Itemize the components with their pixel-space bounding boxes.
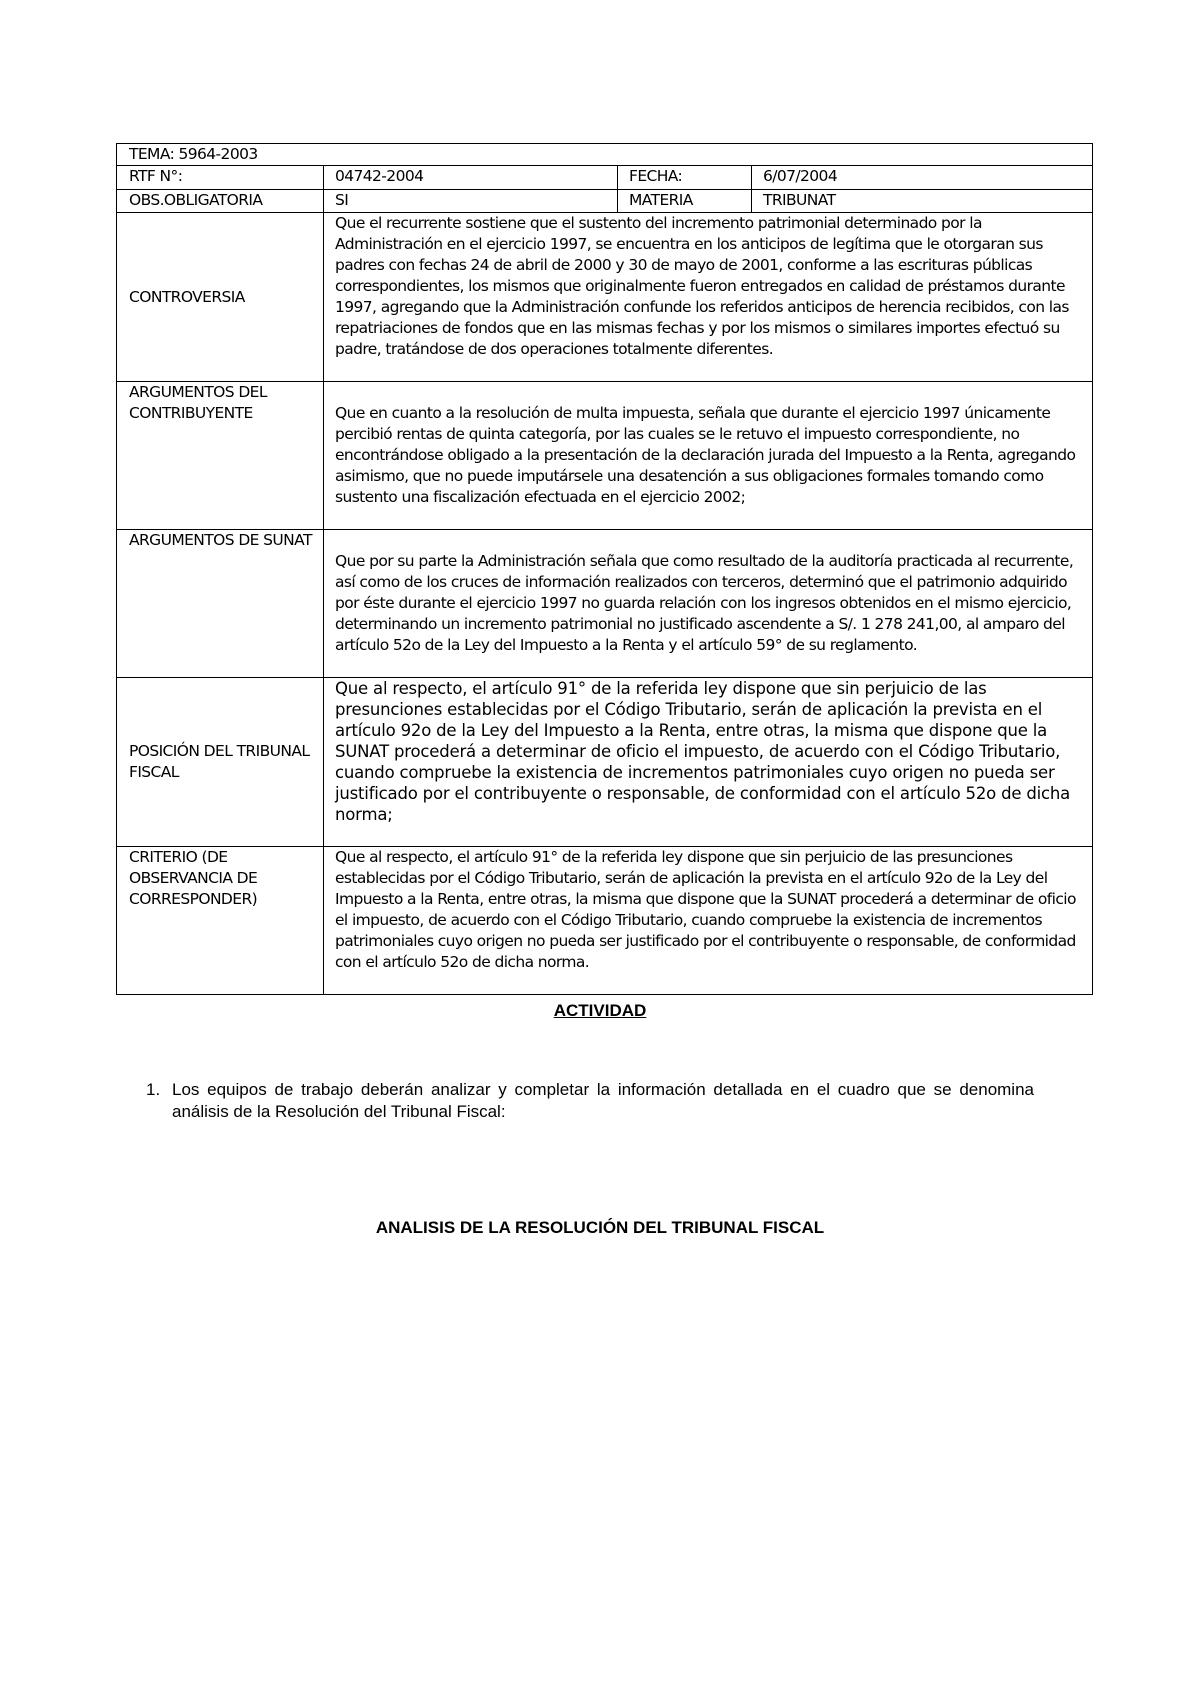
posicion-tribunal-label: POSICIÓN DEL TRIBUNAL FISCAL <box>117 678 324 847</box>
posicion-tribunal-row <box>117 678 1093 847</box>
rtf-value: 04742-2004 <box>324 166 618 190</box>
controversia-text: Que el recurrente sostiene que el sustento del incremento patrimonial determinado por la Administración en el ejercicio 1997, se encuentra en los anticipos de legítima que le otorgaran sus padres con fechas 24 de abril de 2000 y 30 de mayo de 2001, conforme a las escrituras públicas correspondientes, los mismos que originalmente fueron entregados en calidad de préstamos durante 1997, agregando que la Administración confunde los referidos anticipos de herencia recibidos, con las repatriaciones de fondos que en las mismas fechas y por los mismos o similares importes efectuó su padre, tratándose de dos operaciones totalmente diferentes. <box>324 213 1093 382</box>
activity-list-item <box>146 1079 1034 1123</box>
materia-value: TRIBUNAT <box>752 190 1093 213</box>
controversia-label: CONTROVERSIA <box>117 213 324 382</box>
criterio-text: Que al respecto, el artículo 91° de la referida ley dispone que sin perjuicio de las presunciones establecidas por el Código Tributario, serán de aplicación la prevista en el artículo 92o de la Ley del Impuesto a la Renta, entre otras, la misma que dispone que la SUNAT procederá a determinar de oficio el impuesto, de acuerdo con el Código Tributario, cuando compruebe la existencia de incrementos patrimoniales cuyo origen no pueda ser justificado por el contribuyente o responsable, de conformidad con el artículo 52o de dicha norma. <box>324 847 1093 995</box>
fecha-value: 6/07/2004 <box>752 166 1093 190</box>
criterio-row <box>117 847 1093 995</box>
argumentos-sunat-cell <box>324 530 1093 678</box>
activity-title: ACTIVIDAD <box>553 1001 647 1020</box>
argumentos-sunat-text: Que por su parte la Administración señala que como resultado de la auditoría practicada al recurrente, así como de los cruces de información realizados con terceros, determinó que el patrimonio adquirido por éste durante el ejercicio 1997 no guarda relación con los ingresos obtenidos en el mismo ejercicio, determinando un incremento patrimonial no justificado ascendente a S/. 1 278 241,00, al amparo del artículo 52o de la Ley del Impuesto a la Renta y el artículo 59° de su reglamento. <box>335 552 1074 654</box>
rtf-label: RTF N°: <box>117 166 324 190</box>
argumentos-contribuyente-text: Que en cuanto a la resolución de multa impuesta, señala que durante el ejercicio 1997 únicamente percibió rentas de quinta categoría, por las cuales se le retuvo el impuesto correspondiente, no encontrándose obligado a la presentación de la declaración jurada del Impuesto a la Renta, agregando asimismo, que no puede imputársele una desatención a sus obligaciones formales tomando como sustento una fiscalización efectuada en el ejercicio 2002; <box>335 404 1076 506</box>
argumentos-sunat-row <box>117 530 1093 678</box>
activity-item-text: Los equipos de trabajo deberán analizar y completar la información detallada en el cuadro que se denomina análisis de la Resolución del Tribunal Fiscal: <box>172 1080 1034 1121</box>
rtf-summary-table <box>116 143 1093 995</box>
tema-cell: TEMA: 5964-2003 <box>117 144 1093 166</box>
obs-row <box>117 190 1093 213</box>
argumentos-sunat-label: ARGUMENTOS DE SUNAT <box>117 530 324 678</box>
materia-label: MATERIA <box>618 190 752 213</box>
controversia-row <box>117 213 1093 382</box>
argumentos-contribuyente-row <box>117 382 1093 530</box>
criterio-label: CRITERIO (DE OBSERVANCIA DE CORRESPONDER) <box>117 847 324 995</box>
obs-value: SI <box>324 190 618 213</box>
fecha-label: FECHA: <box>618 166 752 190</box>
section-title: ANALISIS DE LA RESOLUCIÓN DEL TRIBUNAL FISCAL <box>375 1218 825 1237</box>
activity-item-number: 1. <box>146 1080 161 1099</box>
posicion-tribunal-text: Que al respecto, el artículo 91° de la referida ley dispone que sin perjuicio de las presunciones establecidas por el Código Tributario, serán de aplicación la prevista en el artículo 92o de la Ley del Impuesto a la Renta, entre otras, la misma que dispone que la SUNAT procederá a determinar de oficio el impuesto, de acuerdo con el Código Tributario, cuando compruebe la existencia de incrementos patrimoniales cuyo origen no pueda ser justificado por el contribuyente o responsable, de conformidad con el artículo 52o de dicha norma; <box>324 678 1093 847</box>
rtf-row <box>117 166 1093 190</box>
tema-row <box>117 144 1093 166</box>
obs-label: OBS.OBLIGATORIA <box>117 190 324 213</box>
argumentos-contribuyente-label: ARGUMENTOS DEL CONTRIBUYENTE <box>117 382 324 530</box>
argumentos-contribuyente-cell <box>324 382 1093 530</box>
